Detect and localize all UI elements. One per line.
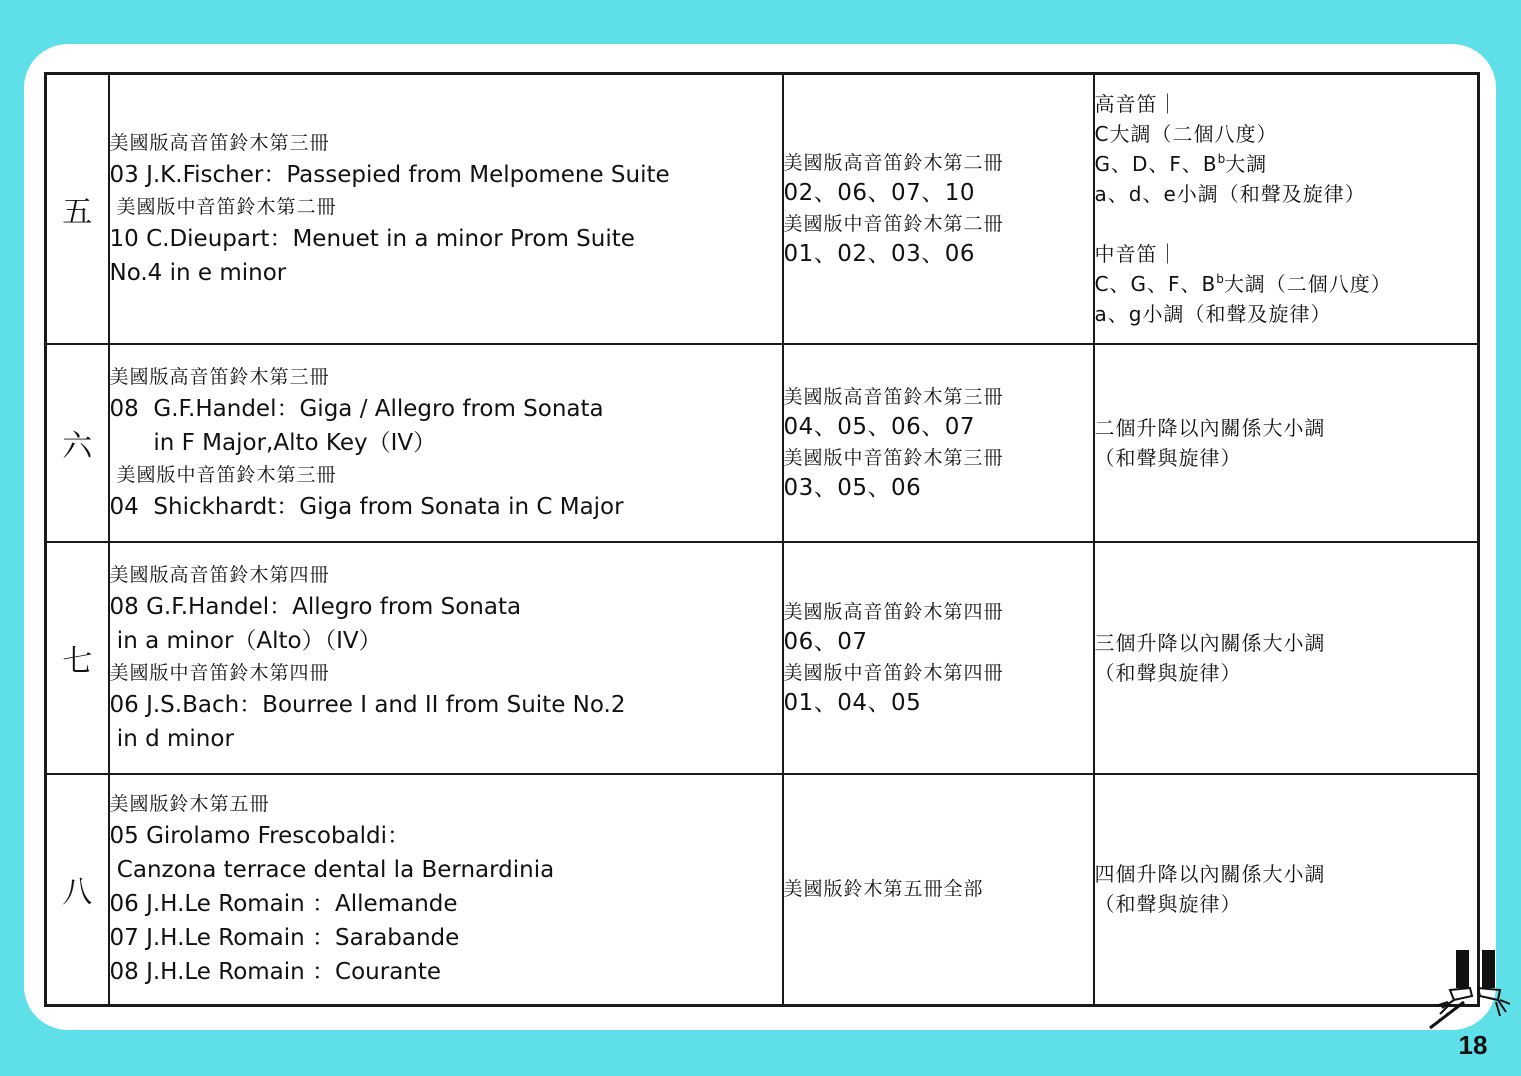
level-label: 七 bbox=[62, 643, 93, 679]
scale-text-after: 大調（二個八度） bbox=[1223, 271, 1392, 296]
level-cell bbox=[46, 344, 109, 542]
piece-numbers: 02、06、07、10 bbox=[783, 179, 976, 206]
scale-line bbox=[1095, 269, 1478, 299]
piece-numbers: 06、07 bbox=[783, 628, 868, 655]
pieces-cell bbox=[109, 344, 783, 542]
table-row bbox=[46, 344, 1479, 542]
level-label: 五 bbox=[62, 194, 93, 230]
scales-cell bbox=[1094, 344, 1479, 542]
book-title: 美國版中音笛鈴木第二冊 bbox=[109, 195, 337, 218]
book-title: 美國版高音笛鈴木第四冊 bbox=[783, 600, 1004, 623]
piece-entry: in F Major,Alto Key（IV） bbox=[109, 429, 437, 456]
piece-entry: 06 J.H.Le Romain ：Allemande bbox=[109, 891, 458, 918]
piece-entry: 08 G.F.Handel：Allegro from Sonata bbox=[109, 593, 522, 620]
scale-text: a、g小調（和聲及旋律） bbox=[1094, 301, 1332, 326]
piece-numbers: 04、05、06、07 bbox=[783, 413, 976, 440]
scale-line bbox=[1095, 239, 1478, 269]
scale-text: G、D、F、B bbox=[1094, 151, 1218, 176]
scale-line bbox=[1095, 889, 1478, 919]
scale-text: 高音笛｜ bbox=[1094, 91, 1179, 116]
scales-cell bbox=[1094, 542, 1479, 774]
scale-text: 二個升降以內關係大小調 bbox=[1094, 415, 1326, 440]
piece-entry: 10 C.Dieupart：Menuet in a minor Prom Suite bbox=[109, 225, 635, 252]
book-title: 美國版高音笛鈴木第三冊 bbox=[109, 131, 330, 154]
book-title: 美國版高音笛鈴木第二冊 bbox=[783, 151, 1004, 174]
flat-superscript: b bbox=[1216, 271, 1224, 286]
piece-entry: Canzona terrace dental la Bernardinia bbox=[109, 857, 555, 884]
scale-line bbox=[1095, 413, 1478, 443]
piece-entry: in d minor bbox=[109, 725, 234, 752]
scale-line bbox=[1095, 299, 1478, 329]
pieces-cell bbox=[109, 74, 783, 344]
recorder-player-legs-icon bbox=[1420, 944, 1510, 1032]
level-cell bbox=[46, 542, 109, 774]
table-row bbox=[46, 774, 1479, 1006]
table-row bbox=[46, 542, 1479, 774]
piece-entry: in a minor（Alto）（IV） bbox=[109, 627, 382, 654]
piece-entry: 08 G.F.Handel：Giga / Allegro from Sonata bbox=[109, 395, 604, 422]
books-cell bbox=[783, 74, 1094, 344]
scale-text: a、d、e小調（和聲及旋律） bbox=[1094, 181, 1366, 206]
books-cell bbox=[783, 774, 1094, 1006]
book-title: 美國版中音笛鈴木第二冊 bbox=[783, 212, 1004, 235]
scale-text: 三個升降以內關係大小調 bbox=[1094, 630, 1326, 655]
book-title: 美國版高音笛鈴木第四冊 bbox=[109, 563, 330, 586]
scale-text: C、G、F、B bbox=[1094, 271, 1217, 296]
scale-text: 中音笛｜ bbox=[1094, 241, 1179, 266]
table-row bbox=[46, 74, 1479, 344]
book-title: 美國版高音笛鈴木第三冊 bbox=[783, 385, 1004, 408]
scale-text: C大調（二個八度） bbox=[1094, 121, 1278, 146]
scale-line bbox=[1095, 443, 1478, 473]
piece-numbers: 01、02、03、06 bbox=[783, 240, 976, 267]
piece-entry: 08 J.H.Le Romain ：Courante bbox=[109, 959, 442, 986]
grade-requirements-table bbox=[44, 72, 1480, 1007]
scale-line bbox=[1095, 89, 1478, 119]
scale-line bbox=[1095, 149, 1478, 179]
piece-entry: 07 J.H.Le Romain ：Sarabande bbox=[109, 925, 460, 952]
book-title: 美國版中音笛鈴木第三冊 bbox=[783, 446, 1004, 469]
piece-numbers: 01、04、05 bbox=[783, 689, 922, 716]
level-label: 六 bbox=[62, 428, 93, 464]
book-title: 美國版中音笛鈴木第四冊 bbox=[109, 661, 330, 684]
scale-text: 四個升降以內關係大小調 bbox=[1094, 862, 1326, 887]
spacer bbox=[1095, 209, 1478, 239]
book-title: 美國版中音笛鈴木第四冊 bbox=[783, 661, 1004, 684]
pieces-cell bbox=[109, 774, 783, 1006]
level-cell bbox=[46, 74, 109, 344]
flat-superscript: b bbox=[1217, 151, 1226, 166]
scale-text: （和聲與旋律） bbox=[1094, 445, 1242, 470]
scale-line bbox=[1095, 859, 1478, 889]
piece-entry: 04 Shickhardt：Giga from Sonata in C Major bbox=[109, 493, 624, 520]
scale-line bbox=[1095, 628, 1478, 658]
piece-numbers: 03、05、06 bbox=[783, 474, 922, 501]
piece-entry: 06 J.S.Bach：Bourree I and II from Suite No.2 bbox=[109, 691, 626, 718]
piece-entry: 05 Girolamo Frescobaldi： bbox=[109, 823, 411, 850]
scale-text: （和聲與旋律） bbox=[1094, 892, 1242, 917]
level-label: 八 bbox=[62, 875, 93, 911]
scale-text: （和聲與旋律） bbox=[1094, 660, 1242, 685]
books-cell bbox=[783, 344, 1094, 542]
scale-line bbox=[1095, 119, 1478, 149]
piece-entry: 03 J.K.Fischer：Passepied from Melpomene Suite bbox=[109, 161, 670, 188]
scale-text-after: 大調 bbox=[1225, 151, 1268, 176]
scales-cell bbox=[1094, 74, 1479, 344]
book-title: 美國版高音笛鈴木第三冊 bbox=[109, 365, 330, 388]
pieces-cell bbox=[109, 542, 783, 774]
scale-line bbox=[1095, 179, 1478, 209]
page-number: 18 bbox=[1458, 1030, 1488, 1060]
level-cell bbox=[46, 774, 109, 1006]
book-title: 美國版鈴木第五冊 bbox=[109, 793, 270, 816]
table-body bbox=[46, 74, 1479, 1006]
book-title: 美國版鈴木第五冊全部 bbox=[783, 878, 984, 901]
book-title: 美國版中音笛鈴木第三冊 bbox=[109, 463, 337, 486]
piece-entry: No.4 in e minor bbox=[109, 259, 287, 286]
books-cell bbox=[783, 542, 1094, 774]
scale-line bbox=[1095, 658, 1478, 688]
